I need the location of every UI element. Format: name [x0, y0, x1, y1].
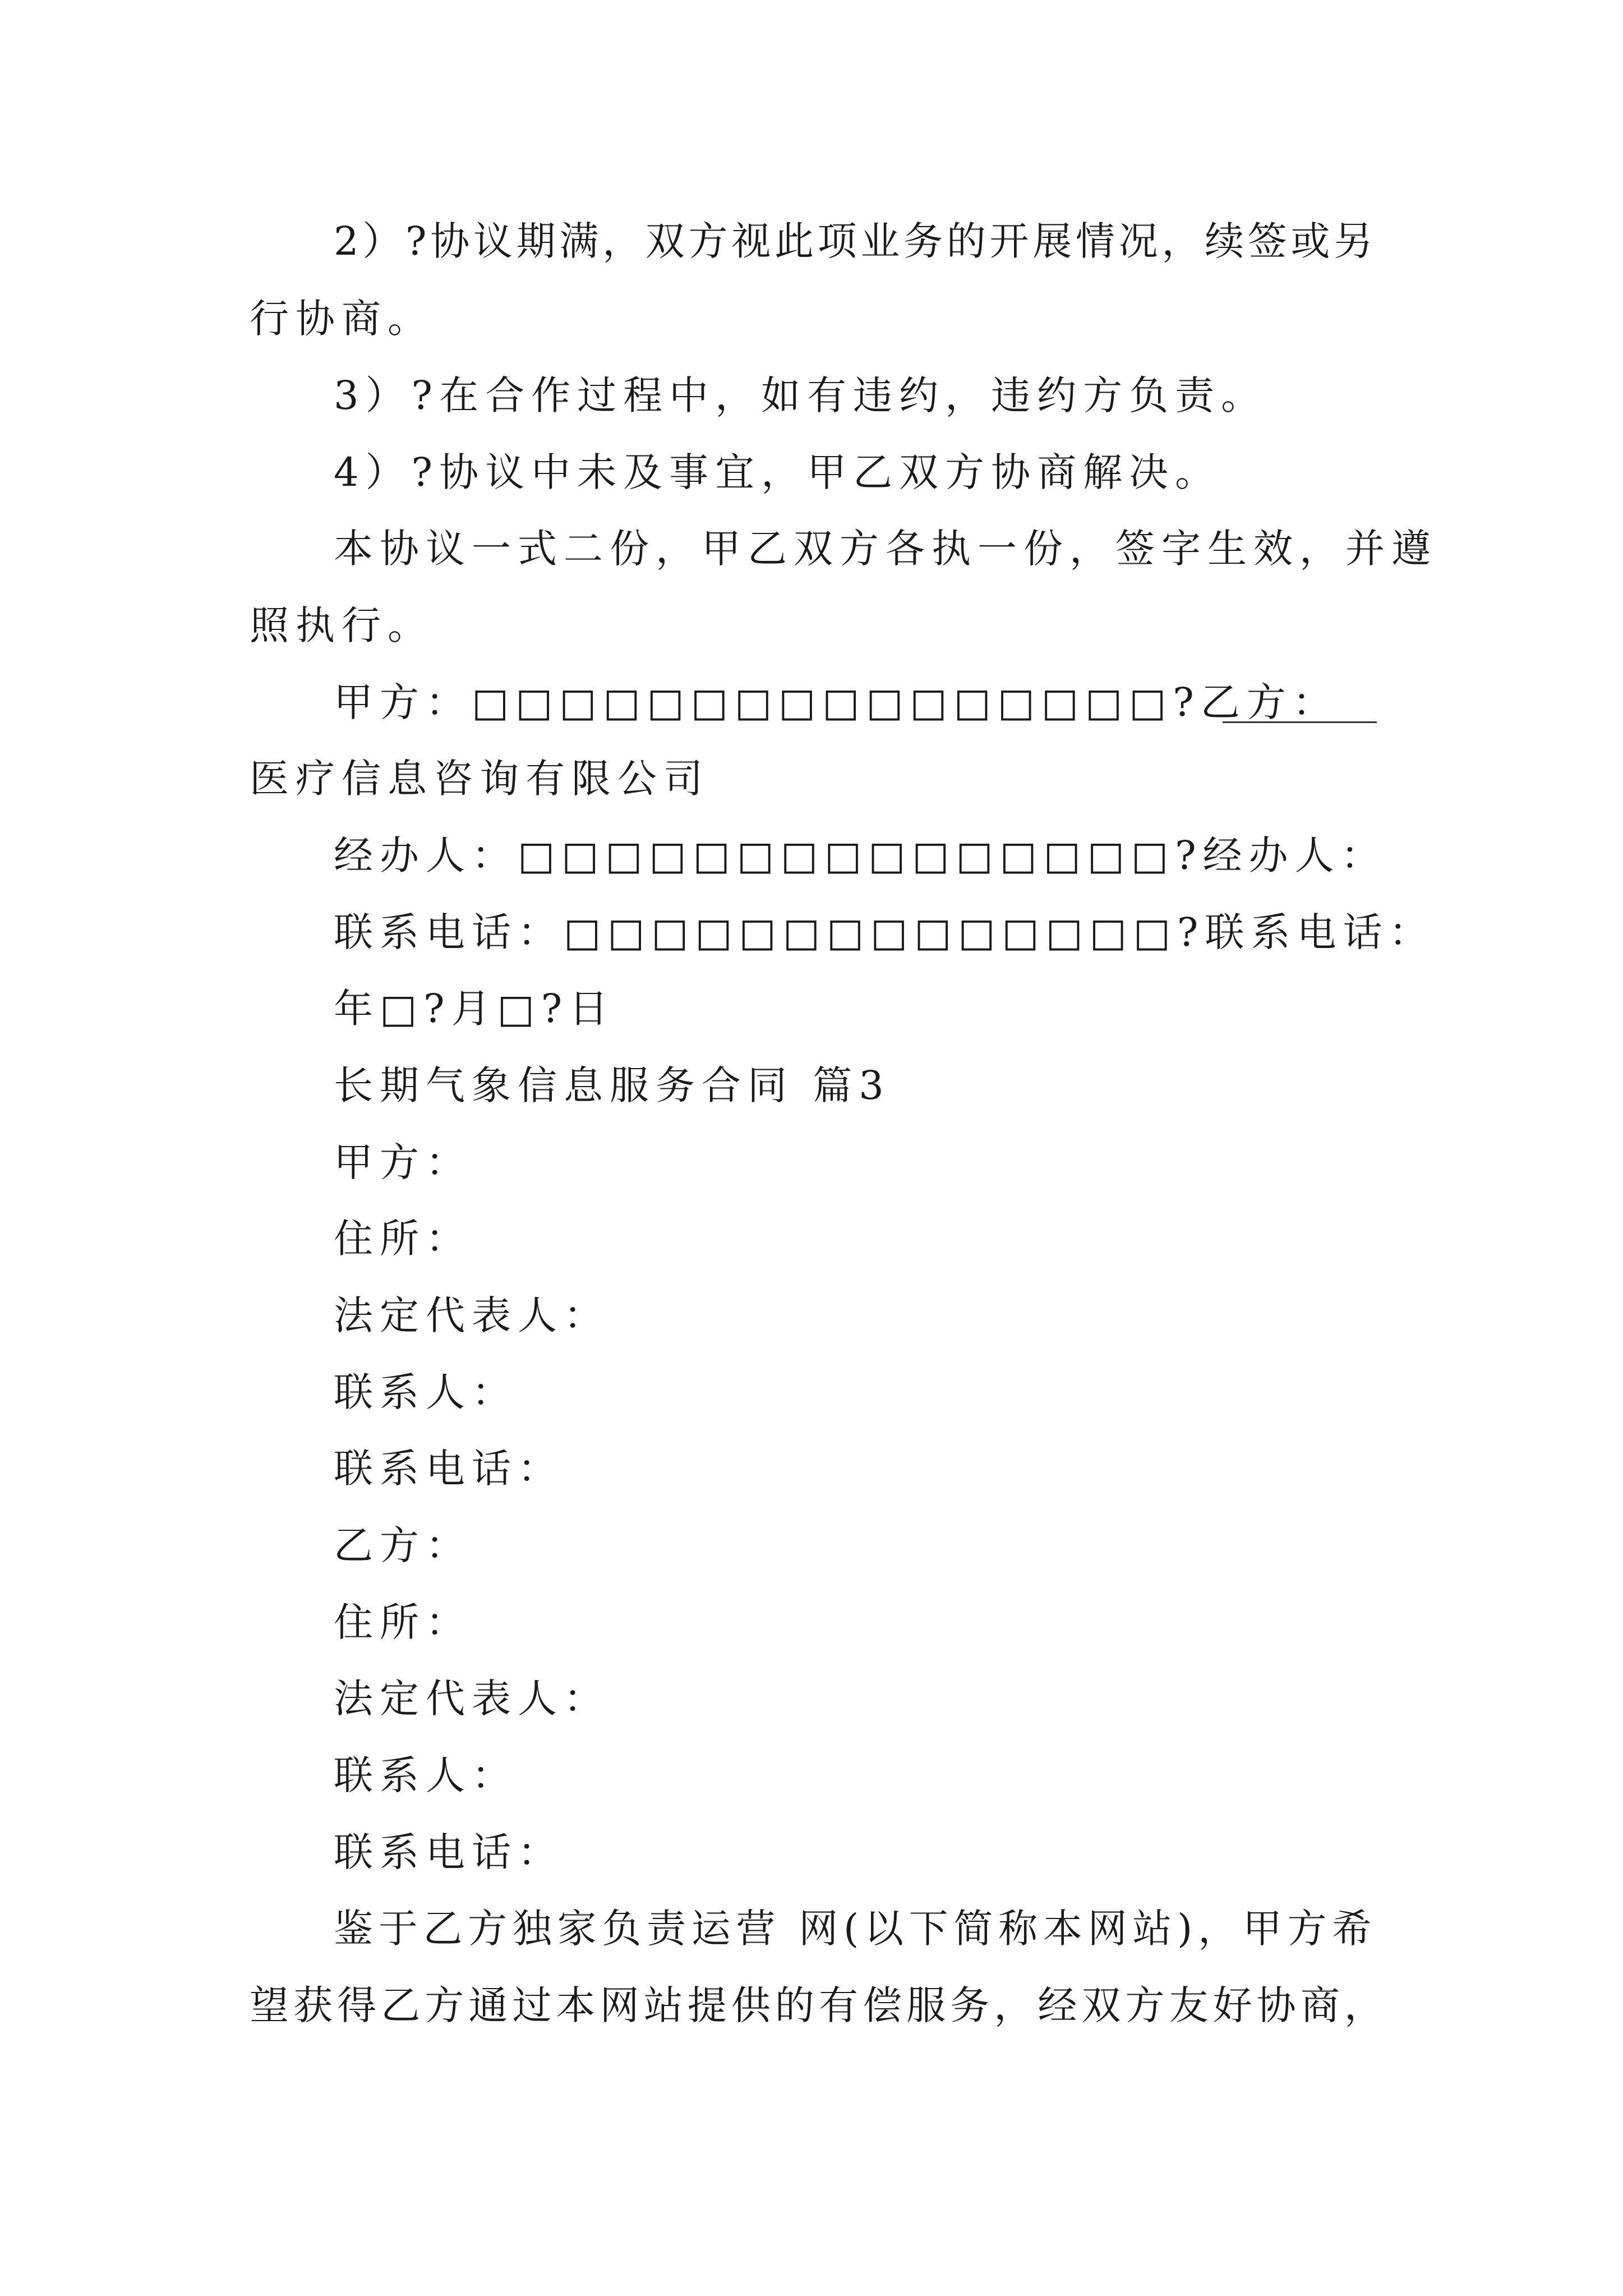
party-a-phone-label: 联系电话：	[334, 1446, 564, 1492]
clause-2-line-2: 行协商。	[250, 296, 434, 342]
copies-line-1: 本协议一式二份，甲乙双方各执一份，签字生效，并遵	[334, 526, 1437, 572]
party-b-label: 乙方：	[334, 1522, 472, 1568]
section-title: 长期气象信息服务合同 篇3	[334, 1062, 891, 1108]
party-b-phone-label: 联系电话：	[334, 1829, 564, 1875]
party-b-legal-rep-label: 法定代表人：	[334, 1676, 610, 1722]
party-a-label: 甲方：	[334, 1139, 472, 1185]
party-a-sign-line: 甲方：□□□□□□□□□□□□□□□□?乙方：	[334, 679, 1339, 725]
preamble-text-2: 望获得乙方通过本网站提供的有偿服务，经双方友好协商，	[250, 1982, 1388, 2028]
party-b-name-underline	[1223, 721, 1377, 723]
party-b-address-label: 住所：	[334, 1599, 472, 1645]
party-a-address-label: 住所：	[334, 1216, 472, 1262]
clause-3-line: 3）?在合作过程中，如有违约，违约方负责。	[334, 372, 1267, 418]
date-line: 年□?月□?日	[334, 986, 615, 1032]
party-a-legal-rep-label: 法定代表人：	[334, 1292, 610, 1338]
clause-2-text-1: 2）?协议期满，双方视此项业务的开展情况，续签或另	[334, 218, 1377, 264]
phone-line: 联系电话：□□□□□□□□□□□□□□?联系电话：	[334, 909, 1435, 955]
clause-4-line: 4）?协议中未及事宜，甲乙双方协商解决。	[334, 449, 1221, 495]
party-b-company-line: 医疗信息咨询有限公司	[250, 756, 709, 802]
handler-line: 经办人：□□□□□□□□□□□□□□□?经办人：	[334, 832, 1387, 878]
preamble-line-2	[250, 1977, 1388, 2033]
preamble-line-1	[334, 1901, 1377, 1957]
clause-2-line-1	[334, 213, 1377, 269]
copies-line-2: 照执行。	[250, 602, 434, 648]
preamble-text-1: 鉴于乙方独家负责运营 网(以下简称本网站)，甲方希	[334, 1906, 1377, 1952]
party-a-contact-label: 联系人：	[334, 1369, 518, 1415]
party-b-contact-label: 联系人：	[334, 1752, 518, 1798]
